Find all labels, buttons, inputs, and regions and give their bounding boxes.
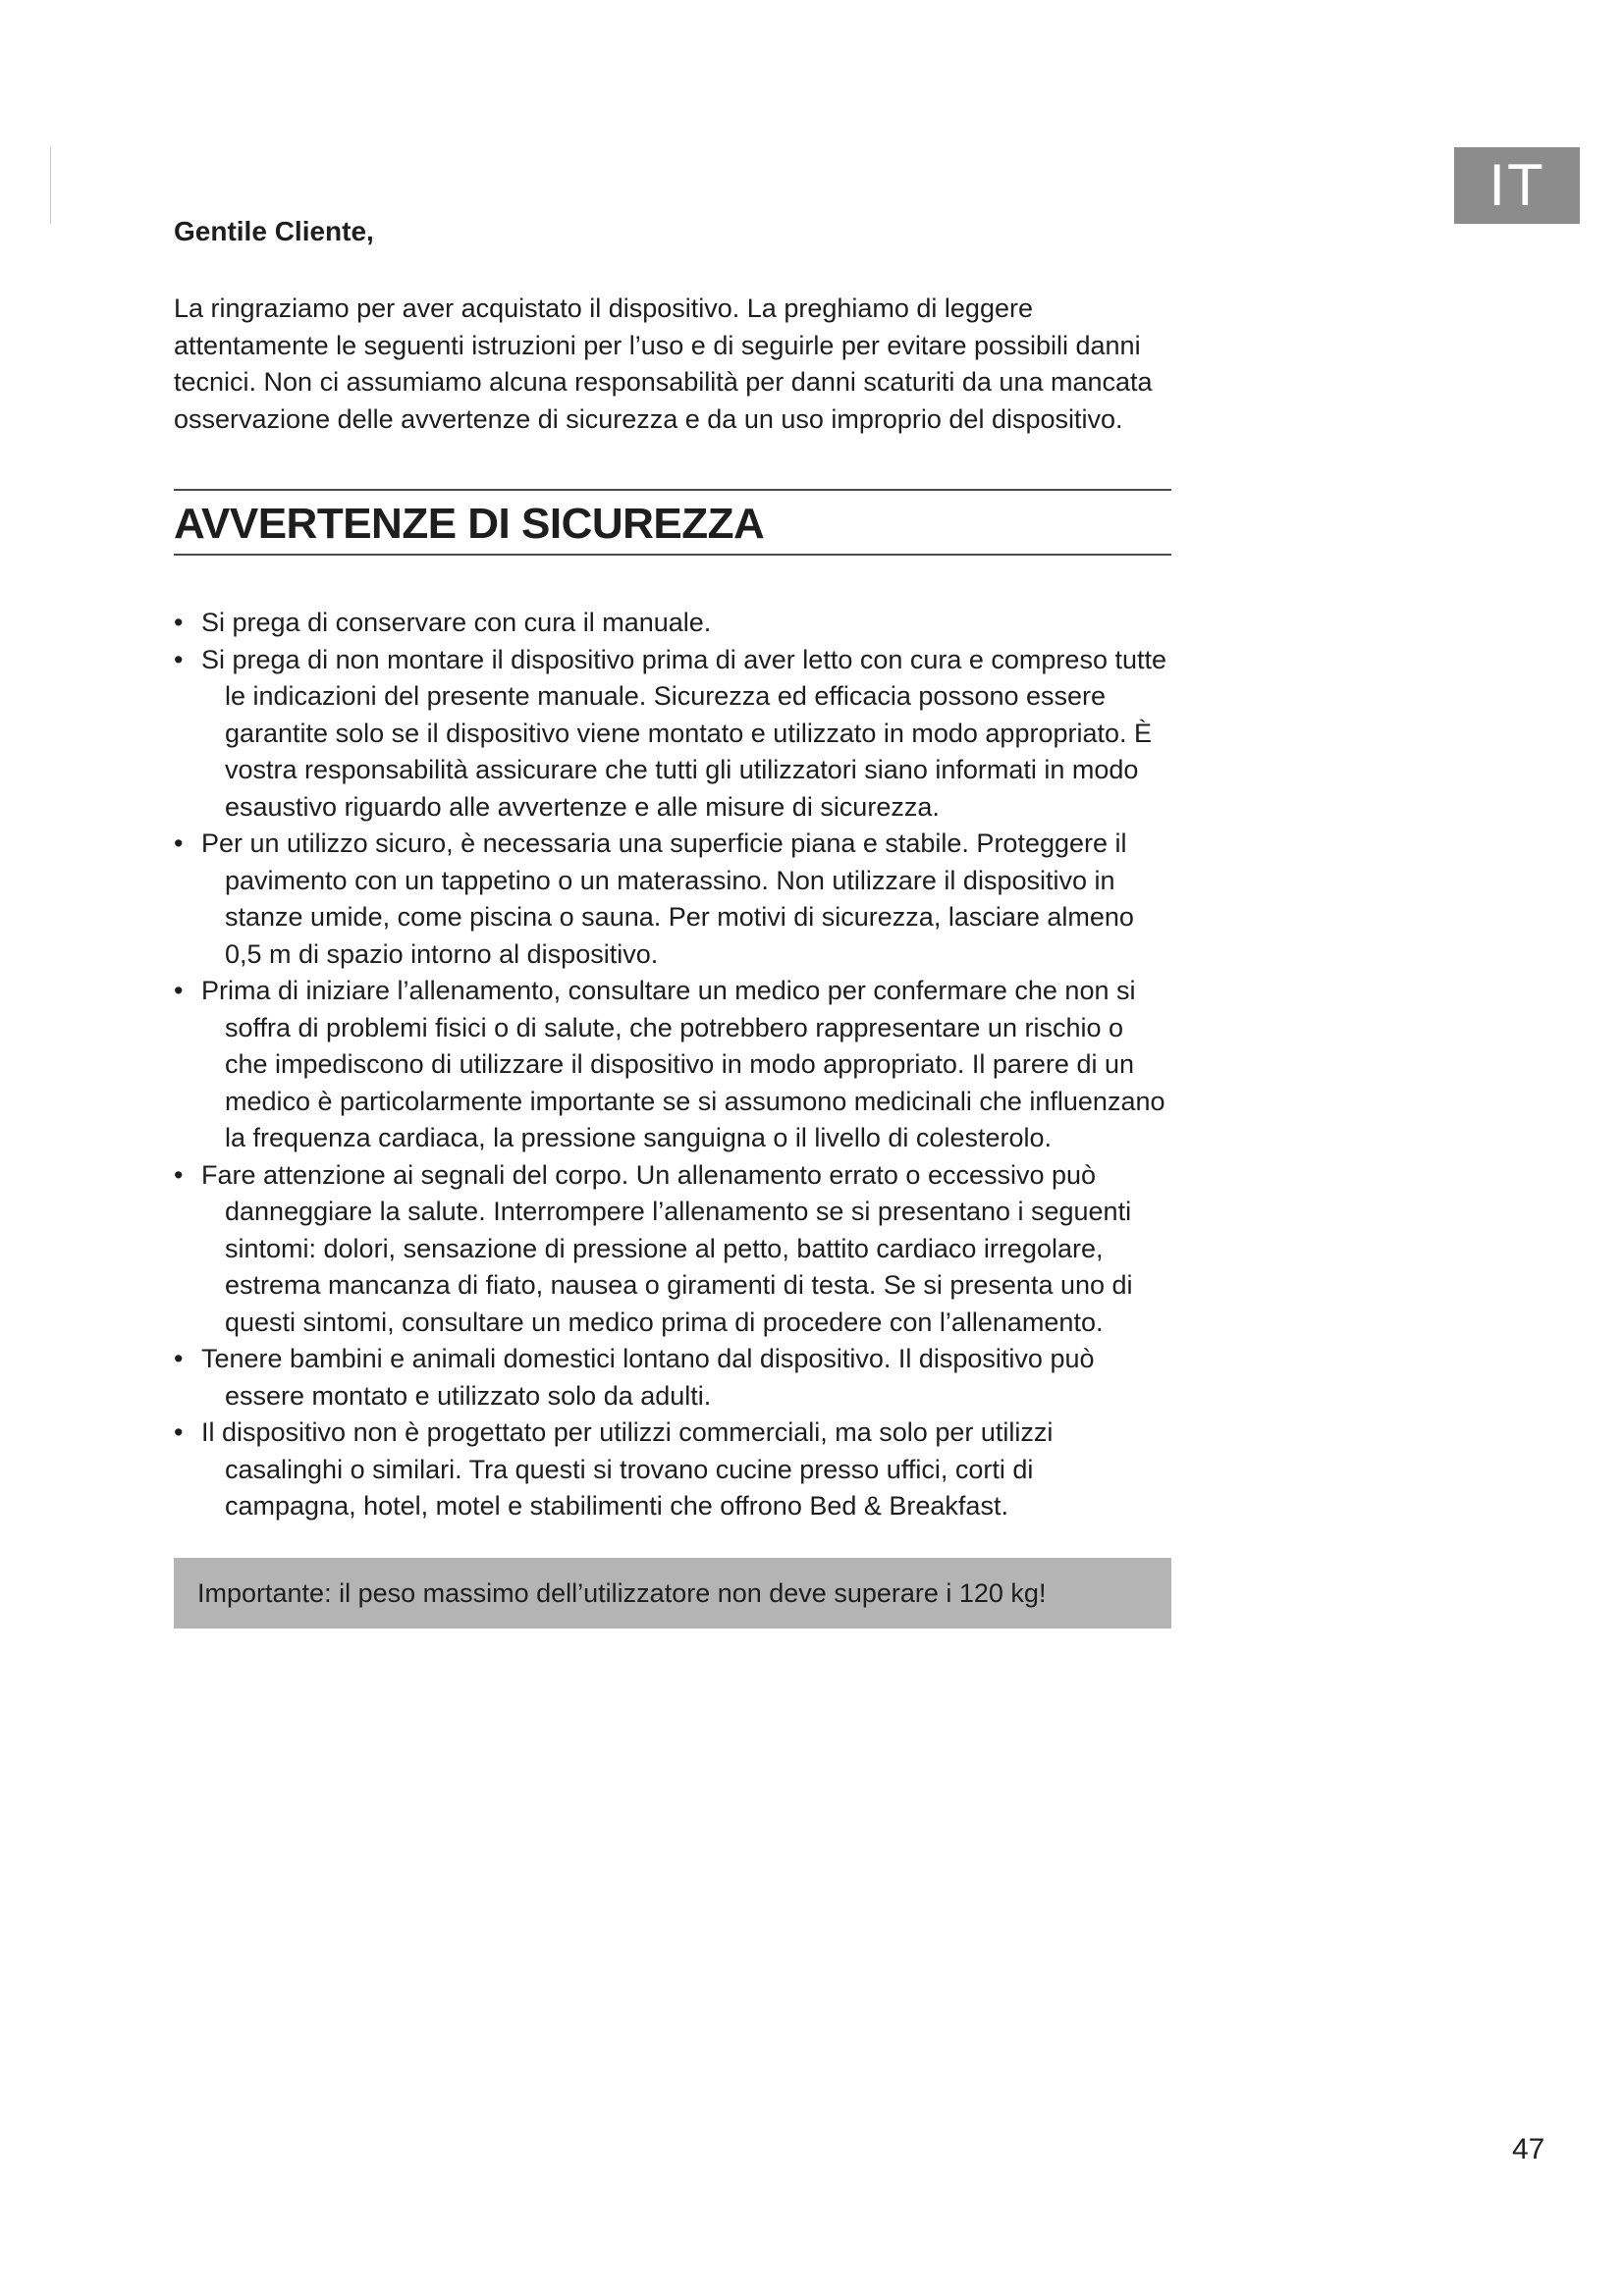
language-tab: IT: [1454, 147, 1580, 224]
list-item: • Tenere bambini e animali domestici lontano dal dispositivo. Il dispositivo può essere montato e utilizzato solo da adulti.: [174, 1341, 1171, 1415]
section-heading-box: [174, 489, 1171, 556]
list-item: • Il dispositivo non è progettato per utilizzi commerciali, ma solo per utilizzi casalinghi o similari. Tra questi si trovano cucine presso uffici, corti di campagna, hotel, motel e stabilimenti che offrono Bed & Breakfast.: [174, 1415, 1171, 1525]
page-content: [174, 214, 1171, 1629]
safety-warnings-list: [174, 605, 1171, 1525]
greeting: Gentile Cliente,: [174, 216, 374, 246]
list-item: • Si prega di conservare con cura il manuale.: [174, 605, 1171, 642]
section-title: AVVERTENZE DI SICUREZZA: [174, 500, 765, 548]
margin-line: [50, 147, 51, 224]
list-item: • Fare attenzione ai segnali del corpo. Un allenamento errato o eccessivo può danneggiare la salute. Interrompere l’allenamento se si presentano i seguenti sintomi: dolori, sensazione di pressione al petto, battito cardiaco irregolare, estrema mancanza di fiato, nausea o giramenti di testa. Se si presenta uno di questi sintomi, consultare un medico prima di procedere con l’allenamento.: [174, 1157, 1171, 1342]
important-note: Importante: il peso massimo dell’utilizzatore non deve superare i 120 kg!: [174, 1558, 1171, 1629]
list-item: • Per un utilizzo sicuro, è necessaria una superficie piana e stabile. Proteggere il pavimento con un tappetino o un materassino. Non utilizzare il dispositivo in stanze umide, come piscina o sauna. Per motivi di sicurezza, lasciare almeno 0,5 m di spazio intorno al dispositivo.: [174, 826, 1171, 973]
list-item: • Prima di iniziare l’allenamento, consultare un medico per confermare che non si soffra di problemi fisici o di salute, che potrebbero rappresentare un rischio o che impediscono di utilizzare il dispositivo in modo appropriato. Il parere di un medico è particolarmente importante se si assumono medicinali che influenzano la frequenza cardiaca, la pressione sanguigna o il livello di colesterolo.: [174, 973, 1171, 1157]
intro-paragraph: La ringraziamo per aver acquistato il dispositivo. La preghiamo di leggere attentamente le seguenti istruzioni per l’uso e di seguirle per evitare possibili danni tecnici. Non ci assumiamo alcuna responsabilità per danni scaturiti da una mancata osservazione delle avvertenze di sicurezza e da un uso improprio del dispositivo.: [174, 294, 1153, 434]
list-item: • Si prega di non montare il dispositivo prima di aver letto con cura e compreso tutte le indicazioni del presente manuale. Sicurezza ed efficacia possono essere garantite solo se il dispositivo viene montato e utilizzato in modo appropriato. È vostra responsabilità assicurare che tutti gli utilizzatori siano informati in modo esaustivo riguardo alle avvertenze e alle misure di sicurezza.: [174, 642, 1171, 827]
page-number: 47: [1512, 2133, 1545, 2165]
